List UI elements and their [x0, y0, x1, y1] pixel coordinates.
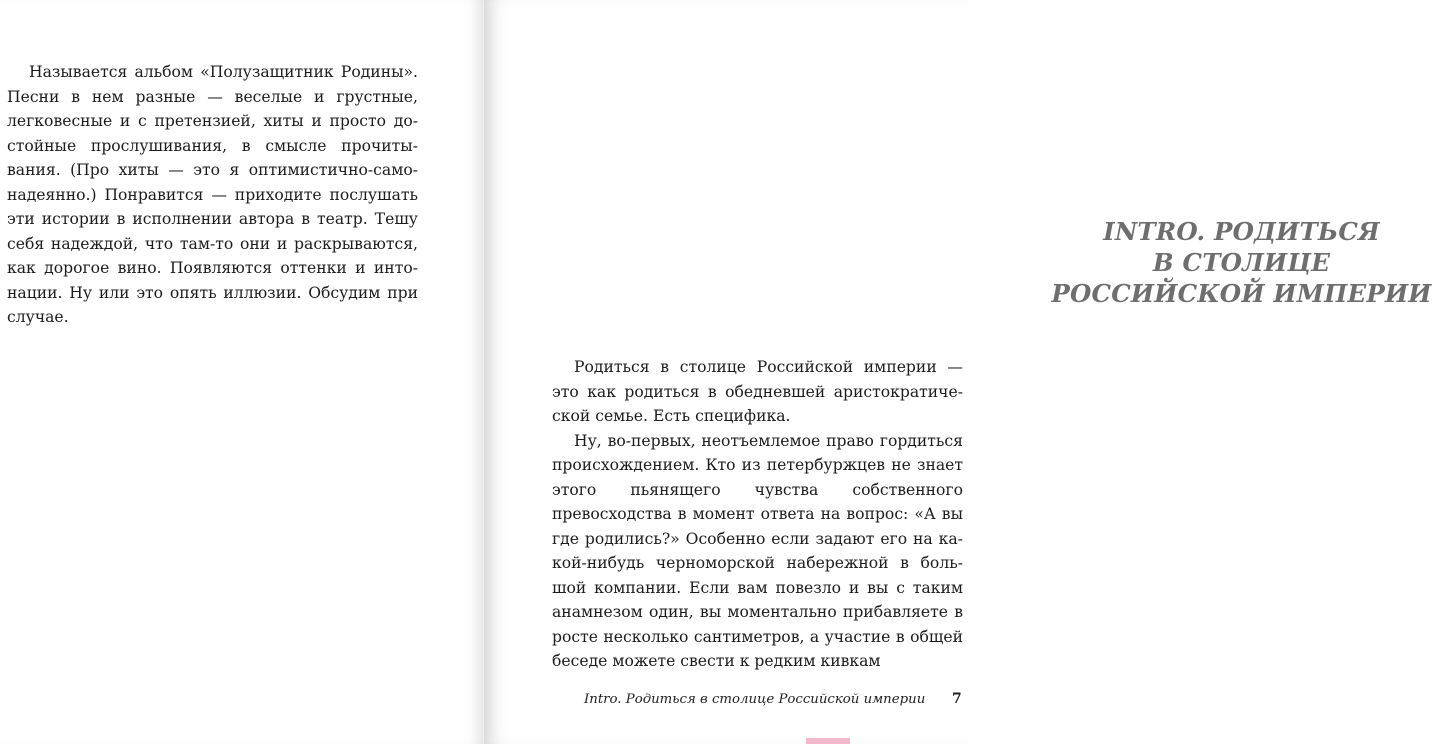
chapter-title-line-3: РОССИЙСКОЙ ИМПЕРИИ — [1051, 279, 1432, 308]
chapter-title — [1044, 216, 1439, 309]
left-page-text — [7, 60, 418, 330]
book-gutter — [482, 0, 484, 744]
right-paragraph-2: Ну, во-первых, неотъемлемое право гордиться происхождением. Кто из петербуржцев не знает этого пьянящего чувства собственного превосходства в момент ответа на вопрос: «А вы где родились?» Особенно если задают его на какой-нибудь черноморской набережной в большой компании. Если вам повезло и вы с таким анамнезом один, вы моментально прибавляете в росте несколько сантиметров, а участие в общей беседе можете свести к редким кивкам — [552, 431, 963, 670]
right-page-text — [552, 355, 963, 674]
chapter-title-line-2: В СТОЛИЦЕ — [1152, 248, 1331, 277]
running-footer: Intro. Родиться в столице Российской империи — [584, 692, 926, 707]
chapter-title-line-1: INTRO. РОДИТЬСЯ — [1103, 217, 1380, 246]
left-page — [0, 0, 484, 744]
page-number: 7 — [952, 691, 962, 707]
bookmark-ribbon — [806, 738, 850, 744]
right-paragraph-1: Родиться в столице Российской империи — это как родиться в обедневшей аристократической семье. Есть специфика. — [552, 358, 963, 425]
left-paragraph: Называется альбом «Полузащитник Родины». Песни в нем разные — веселые и грустные, легковесные и с претензией, хиты и просто достойные прослушивания, в смысле прочитывания. (Про хиты — это я оптимистично-самонадеянно.) Понравится — приходите послушать эти истории в исполнении автора в театр. Тешу себя надеждой, что там-то они и раскрываются, как дорогое вино. Появляются оттенки и интонации. Ну или это опять иллюзии. Обсудим при случае. — [7, 63, 418, 326]
